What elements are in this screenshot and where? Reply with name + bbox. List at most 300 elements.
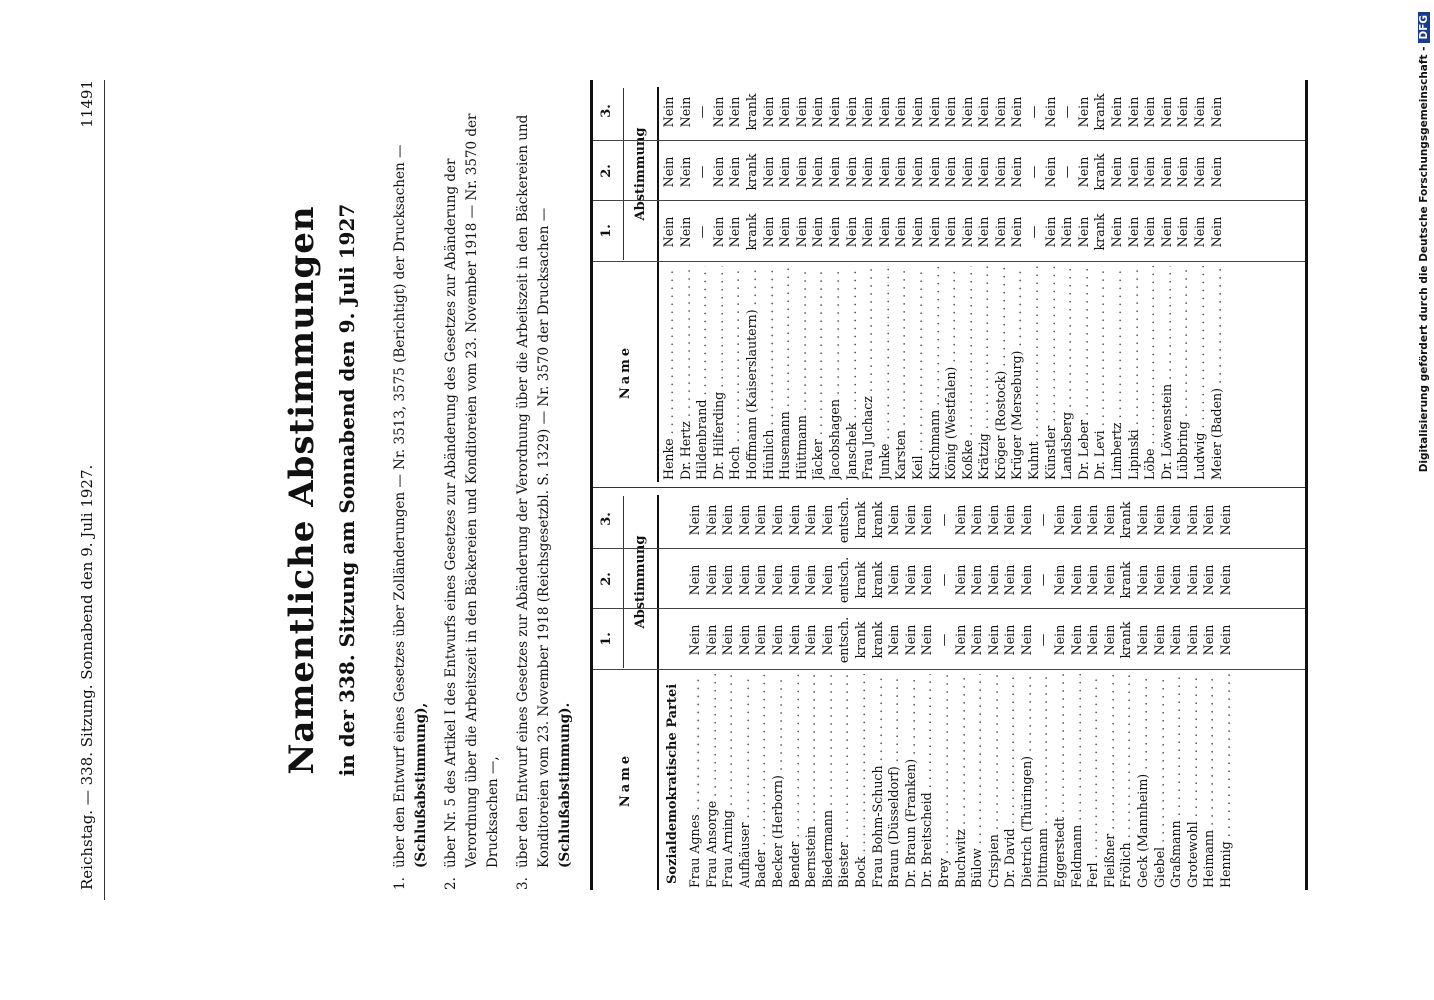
member-name: Jacobshagen . . . — [827, 266, 844, 480]
member-name: Frau Arning . . . — [720, 674, 737, 888]
vote-cell-3: Nein — [710, 96, 726, 128]
header-rule — [104, 80, 105, 900]
vote-cell-1: Nein — [1175, 216, 1191, 248]
vote-cell-3: Nein — [1184, 504, 1200, 536]
table-body-right — [659, 87, 1225, 482]
table-row — [860, 87, 877, 482]
table-row — [1102, 495, 1119, 890]
vote-header-1: 1. — [599, 224, 614, 238]
party-heading: Sozialdemokratische Partei — [665, 683, 680, 884]
name-header: Name — [593, 261, 657, 482]
vote-item — [390, 80, 432, 890]
vote-cell-2: Nein — [710, 156, 726, 188]
vote-cell-3: Nein — [876, 96, 892, 128]
vote-cell-3: Nein — [886, 504, 902, 536]
member-name: Hennig . . . — [1218, 674, 1235, 888]
member-name: Karsten . . . — [893, 266, 910, 480]
vote-cell-1: Nein — [919, 624, 935, 656]
vote-cell-2: Nein — [943, 156, 959, 188]
vote-cell-2: Nein — [902, 564, 918, 596]
vote-cell-2: Nein — [777, 156, 793, 188]
vote-cell-1: Nein — [753, 624, 769, 656]
table-row — [936, 495, 953, 890]
vote-cell-2: Nein — [843, 156, 859, 188]
vote-cell-2: Nein — [1125, 156, 1141, 188]
vote-cell-2: Nein — [1009, 156, 1025, 188]
table-row — [727, 87, 744, 482]
vote-cell-3: Nein — [753, 504, 769, 536]
vote-cell-2: Nein — [1218, 564, 1233, 596]
vote-cell-3: Nein — [703, 504, 719, 536]
member-name: Junke . . . — [877, 266, 894, 480]
vote-cell-1: Nein — [926, 216, 942, 248]
vote-cell-1: Nein — [1002, 624, 1018, 656]
vote-cell-3: Nein — [1009, 96, 1025, 128]
member-name: Becker (Herborn) . . . — [770, 674, 787, 888]
vote-cell-1: Nein — [1168, 624, 1184, 656]
vote-cell-2: Nein — [720, 564, 736, 596]
member-name: Löbe . . . — [1142, 266, 1159, 480]
table-header — [593, 87, 659, 482]
vote-cell-3: Nein — [810, 96, 826, 128]
table-row — [1085, 495, 1102, 890]
vote-cell-1: Nein — [893, 216, 909, 248]
vote-cell-2: Nein — [687, 564, 702, 596]
abstimmung-label: Abstimmung — [623, 496, 658, 668]
table-row — [753, 495, 770, 890]
vote-cell-3: Nein — [1151, 504, 1167, 536]
vote-cell-2: Nein — [803, 564, 819, 596]
member-name: Koßke . . . — [960, 266, 977, 480]
member-name: Grotewohl . . . — [1185, 674, 1202, 888]
member-name: Bülow . . . — [969, 674, 986, 888]
vote-cell-3: — — [1026, 105, 1042, 119]
member-name: Krätzig . . . — [976, 266, 993, 480]
table-row — [969, 495, 986, 890]
table-row — [910, 87, 927, 482]
vote-cell-2: Nein — [1075, 156, 1091, 188]
vote-cell-3: krank — [743, 93, 759, 131]
vote-cell-1: krank — [1092, 213, 1108, 251]
vote-cell-2: — — [1026, 165, 1042, 179]
table-row — [794, 87, 811, 482]
member-name: Frau Ansorge . . . — [704, 674, 721, 888]
vote-cell-1: Nein — [793, 216, 809, 248]
vote-cell-3: Nein — [736, 504, 752, 536]
vote-items — [390, 80, 585, 890]
item-text: über den Entwurf eines Gesetzes zur Abänderung der Verordnung über die Arbeitszeit in den Bäckereien und Konditoreien vom 23. November 1918 (Reichsgesetzbl. S. 1329) — Nr. 3570 der Drucksachen — — [515, 114, 552, 868]
member-name: Braun (Düsseldorf) . . . — [886, 674, 903, 888]
vote-cell-2: Nein — [819, 564, 835, 596]
member-name: Janschek . . . — [844, 266, 861, 480]
vote-cell-2: Nein — [959, 156, 975, 188]
vote-cell-1: Nein — [1059, 216, 1075, 248]
vote-cell-2: Nein — [760, 156, 776, 188]
vote-cell-1: Nein — [1101, 624, 1117, 656]
vote-cell-3: Nein — [1218, 504, 1233, 536]
vote-cell-1: krank — [1118, 621, 1134, 659]
vote-header-1: 1. — [599, 632, 614, 646]
vote-cell-3: Nein — [969, 504, 985, 536]
table-row — [1052, 495, 1069, 890]
member-name: Husemann . . . — [777, 266, 794, 480]
vote-cell-1: Nein — [976, 216, 992, 248]
vote-cell-1: Nein — [687, 624, 702, 656]
vote-cell-3: Nein — [1142, 96, 1158, 128]
table-row — [1192, 87, 1209, 482]
vote-cell-2: Nein — [1168, 564, 1184, 596]
member-name: Buchwitz . . . — [953, 674, 970, 888]
vote-cell-2: krank — [869, 561, 885, 599]
vote-cell-3: Nein — [1192, 96, 1207, 128]
member-name: Geck (Mannheim) . . . — [1135, 674, 1152, 888]
vote-cell-1: — — [694, 225, 710, 239]
table-row — [761, 87, 778, 482]
vote-cell-2: Nein — [886, 564, 902, 596]
vote-cell-1: Nein — [786, 624, 802, 656]
vote-cell-2: Nein — [769, 564, 785, 596]
member-name: Heimann . . . — [1201, 674, 1218, 888]
vote-cell-1: Nein — [1192, 216, 1207, 248]
table-row — [844, 87, 861, 482]
vote-cell-1: Nein — [1009, 216, 1025, 248]
vote-cell-2: entsch. — [836, 556, 852, 604]
vote-cell-3: entsch. — [836, 496, 852, 544]
table-row — [877, 87, 894, 482]
member-name: Bader . . . — [753, 674, 770, 888]
vote-cell-2: Nein — [919, 564, 935, 596]
member-name: Ludwig . . . — [1192, 266, 1209, 480]
table-row — [1026, 87, 1043, 482]
vote-cell-1: Nein — [1125, 216, 1141, 248]
vote-cell-2: Nein — [1201, 564, 1217, 596]
table-row — [1152, 495, 1169, 890]
member-name: Dr. Hilferding . . . — [711, 266, 728, 480]
vote-cell-3: — — [1035, 513, 1051, 527]
member-name: Künstler . . . — [1043, 266, 1060, 480]
table-row — [1218, 495, 1235, 890]
vote-cell-2: Nein — [1192, 156, 1207, 188]
vote-cell-1: Nein — [1218, 624, 1233, 656]
vote-cell-3: Nein — [959, 96, 975, 128]
member-name: Giebel . . . — [1152, 674, 1169, 888]
header-text: Reichstag. — 338. Sitzung. Sonnabend den 9. Juli 1927. — [78, 464, 96, 890]
table-row — [960, 87, 977, 482]
vote-cell-3: Nein — [1068, 504, 1084, 536]
member-name: Henke . . . — [661, 266, 678, 480]
table-row — [1043, 87, 1060, 482]
member-name: Hoch . . . — [727, 266, 744, 480]
vote-cell-2: Nein — [793, 156, 809, 188]
vote-cell-3: Nein — [1018, 504, 1034, 536]
vote-cell-1: Nein — [876, 216, 892, 248]
table-row — [1201, 495, 1218, 890]
vote-cell-2: Nein — [976, 156, 992, 188]
vote-cell-3: — — [935, 513, 951, 527]
vote-cell-2: Nein — [1151, 564, 1167, 596]
member-name: Biester . . . — [836, 674, 853, 888]
vote-cell-1: Nein — [1201, 624, 1217, 656]
vote-cell-3: Nein — [943, 96, 959, 128]
table-row — [976, 87, 993, 482]
vote-header-3: 3. — [599, 104, 614, 118]
vote-cell-3: Nein — [720, 504, 736, 536]
vote-cell-3: Nein — [985, 504, 1001, 536]
vote-header-2: 2. — [599, 164, 614, 178]
table-row — [770, 495, 787, 890]
table-row — [737, 495, 754, 890]
vote-cell-1: Nein — [1075, 216, 1091, 248]
item-text: über Nr. 5 des Artikel I des Entwurfs eines Gesetzes zur Abänderung des Gesetzes zur Abänderung der Verordnung über die Arbeitszeit in den Bäckereien und Konditoreien vom 23. November 1918 — Nr. 3570 der Drucksachen —, — [443, 113, 501, 868]
vote-cell-3: Nein — [976, 96, 992, 128]
vote-cell-1: Nein — [969, 624, 985, 656]
vote-cell-1: Nein — [1184, 624, 1200, 656]
table-row — [687, 495, 704, 890]
vote-cell-1: Nein — [902, 624, 918, 656]
vote-cell-1: krank — [743, 213, 759, 251]
vote-cell-3: Nein — [793, 96, 809, 128]
member-name: Dr. Braun (Franken) . . . — [903, 674, 920, 888]
member-name: König (Westfalen) . . . — [943, 266, 960, 480]
vote-cell-1: Nein — [952, 624, 968, 656]
vote-cell-2: Nein — [1175, 156, 1191, 188]
member-name: Dr. Leber . . . — [1076, 266, 1093, 480]
vote-cell-3: Nein — [1002, 504, 1018, 536]
table-row — [993, 87, 1010, 482]
vote-cell-1: Nein — [1158, 216, 1174, 248]
vote-cell-1: krank — [869, 621, 885, 659]
table-row — [853, 495, 870, 890]
item-number: 1. — [392, 877, 408, 890]
table-row — [1126, 87, 1143, 482]
vote-cell-1: Nein — [959, 216, 975, 248]
table-row — [711, 87, 728, 482]
vote-cell-1: — — [1026, 225, 1042, 239]
table-row — [1019, 495, 1036, 890]
member-name: Fleißner . . . — [1102, 674, 1119, 888]
document-subtitle: in der 338. Sitzung am Sonnabend den 9. Juli 1927 — [335, 203, 359, 777]
table-column-right — [593, 87, 1305, 482]
vote-cell-1: Nein — [710, 216, 726, 248]
vote-cell-1: Nein — [1109, 216, 1125, 248]
document-title: Namentliche Abstimmungen — [282, 205, 322, 775]
table-body-left — [659, 495, 1235, 890]
vote-cell-1: Nein — [1068, 624, 1084, 656]
table-row — [1118, 495, 1135, 890]
table-row — [694, 87, 711, 482]
table-row — [919, 495, 936, 890]
vote-cell-2: Nein — [727, 156, 743, 188]
table-row — [943, 87, 960, 482]
vote-cell-2: krank — [1092, 153, 1108, 191]
table-row — [953, 495, 970, 890]
dfg-stamp — [1418, 12, 1434, 988]
member-name: Dr. Breitscheid . . . — [919, 674, 936, 888]
vote-cell-3: Nein — [1042, 96, 1058, 128]
table-row — [927, 87, 944, 482]
member-name: Crispien . . . — [986, 674, 1003, 888]
table-row — [1168, 495, 1185, 890]
vote-cell-2: krank — [852, 561, 868, 599]
vote-cell-1: entsch. — [836, 616, 852, 664]
table-row — [1069, 495, 1086, 890]
member-name: Feldmann . . . — [1069, 674, 1086, 888]
vote-cell-2: krank — [1118, 561, 1134, 599]
vote-cell-3: Nein — [909, 96, 925, 128]
table-row — [886, 495, 903, 890]
member-name: Hildenbrand . . . — [694, 266, 711, 480]
vote-cell-1: Nein — [1151, 624, 1167, 656]
vote-cell-1: Nein — [992, 216, 1008, 248]
vote-cell-2: Nein — [926, 156, 942, 188]
vote-cell-2: Nein — [1142, 156, 1158, 188]
vote-cell-1: Nein — [1018, 624, 1034, 656]
table-row — [820, 495, 837, 890]
vote-cell-1: krank — [852, 621, 868, 659]
vote-cell-2: Nein — [1184, 564, 1200, 596]
vote-cell-1: Nein — [843, 216, 859, 248]
table-row — [1209, 87, 1226, 482]
vote-cell-2: Nein — [1109, 156, 1125, 188]
vote-cell-1: Nein — [727, 216, 743, 248]
table-column-left — [593, 495, 1305, 890]
table-header — [593, 495, 659, 890]
vote-cell-2: Nein — [952, 564, 968, 596]
dfg-badge: DFG — [1418, 12, 1430, 43]
table-row — [1009, 87, 1026, 482]
vote-cell-1: Nein — [803, 624, 819, 656]
item-text: über den Entwurf eines Gesetzes über Zolländerungen — Nr. 3513, 3575 (Berichtigt) der Drucksachen — — [392, 144, 408, 868]
vote-cell-2: Nein — [876, 156, 892, 188]
vote-cell-1: Nein — [1042, 216, 1058, 248]
vote-cell-3: — — [694, 105, 710, 119]
vote-cell-2: Nein — [677, 156, 693, 188]
vote-cell-2: Nein — [893, 156, 909, 188]
vote-cell-3: Nein — [1135, 504, 1151, 536]
vote-cell-2: Nein — [1158, 156, 1174, 188]
vote-cell-3: Nein — [1201, 504, 1217, 536]
vote-cell-2: Nein — [826, 156, 842, 188]
vote-cell-1: Nein — [661, 216, 676, 248]
vote-cell-1: Nein — [1142, 216, 1158, 248]
table-row — [870, 495, 887, 890]
vote-cell-3: Nein — [1109, 96, 1125, 128]
vote-cell-2: Nein — [969, 564, 985, 596]
item-bold: (Schlußabstimmung). — [557, 702, 573, 868]
member-name: Hoffmann (Kaiserslautern) . . . — [744, 266, 761, 480]
member-name: Kröger (Rostock) . . . — [993, 266, 1010, 480]
table-row — [678, 87, 695, 482]
vote-cell-3: krank — [1118, 501, 1134, 539]
member-name: Kuhnt . . . — [1026, 266, 1043, 480]
table-row — [704, 495, 721, 890]
table-row — [1159, 87, 1176, 482]
vote-cell-3: Nein — [803, 504, 819, 536]
vote-cell-1: Nein — [985, 624, 1001, 656]
table-row — [720, 495, 737, 890]
vote-cell-2: Nein — [1208, 156, 1224, 188]
vote-cell-3: Nein — [843, 96, 859, 128]
vote-cell-3: Nein — [1101, 504, 1117, 536]
vote-cell-2: — — [694, 165, 710, 179]
table-row — [1002, 495, 1019, 890]
name-header: Name — [593, 669, 657, 890]
table-row — [986, 495, 1003, 890]
member-name: Limbertz . . . — [1109, 266, 1126, 480]
member-name: Dr. David . . . — [1002, 674, 1019, 888]
vote-cell-3: Nein — [1125, 96, 1141, 128]
table-row — [1185, 495, 1202, 890]
table-row — [810, 87, 827, 482]
vote-cell-2: Nein — [985, 564, 1001, 596]
vote-cell-2: krank — [743, 153, 759, 191]
member-name: Dr. Hertz . . . — [678, 266, 695, 480]
table-row — [803, 495, 820, 890]
vote-cell-1: Nein — [1135, 624, 1151, 656]
vote-cell-1: Nein — [677, 216, 693, 248]
vote-cell-3: Nein — [1075, 96, 1091, 128]
column-divider — [593, 487, 1305, 488]
vote-cell-1: Nein — [826, 216, 842, 248]
vote-cell-2: Nein — [786, 564, 802, 596]
vote-cell-3: Nein — [919, 504, 935, 536]
member-name: Kirchmann . . . — [927, 266, 944, 480]
member-name: Aufhäuser . . . — [737, 674, 754, 888]
vote-cell-2: Nein — [909, 156, 925, 188]
table-row — [1035, 495, 1052, 890]
member-name: Hünlich . . . — [761, 266, 778, 480]
vote-cell-3: Nein — [992, 96, 1008, 128]
running-header — [78, 80, 100, 890]
vote-cell-2: Nein — [661, 156, 676, 188]
table-row — [787, 495, 804, 890]
vote-cell-1: Nein — [886, 624, 902, 656]
vote-cell-3: Nein — [826, 96, 842, 128]
member-name: Frau Bohm-Schuch . . . — [870, 674, 887, 888]
vote-cell-2: Nein — [1085, 564, 1101, 596]
vote-cell-1: Nein — [736, 624, 752, 656]
vote-cell-3: Nein — [727, 96, 743, 128]
table-row — [1175, 87, 1192, 482]
vote-cell-1: Nein — [720, 624, 736, 656]
member-name: Ferl . . . — [1085, 674, 1102, 888]
vote-cell-1: Nein — [769, 624, 785, 656]
vote-cell-3: krank — [869, 501, 885, 539]
vote-cell-3: Nein — [952, 504, 968, 536]
member-name: Frau Agnes . . . — [687, 674, 704, 888]
vote-cell-3: Nein — [1052, 504, 1068, 536]
vote-cell-2: — — [1059, 165, 1075, 179]
table-row — [1109, 87, 1126, 482]
vote-cell-3: Nein — [902, 504, 918, 536]
vote-cell-3: Nein — [687, 504, 702, 536]
member-name: Landsberg . . . — [1059, 266, 1076, 480]
table-row — [836, 495, 853, 890]
vote-cell-3: Nein — [1208, 96, 1224, 128]
table-row — [1135, 495, 1152, 890]
member-name: Frölich . . . — [1118, 674, 1135, 888]
member-name: Graßmann . . . — [1168, 674, 1185, 888]
member-name: Hüttmann . . . — [794, 266, 811, 480]
vote-cell-2: Nein — [1018, 564, 1034, 596]
vote-cell-3: Nein — [1175, 96, 1191, 128]
vote-item — [441, 80, 504, 890]
vote-cell-1: Nein — [1052, 624, 1068, 656]
vote-cell-2: Nein — [810, 156, 826, 188]
vote-cell-3: Nein — [760, 96, 776, 128]
vote-cell-2: Nein — [1068, 564, 1084, 596]
vote-cell-3: Nein — [777, 96, 793, 128]
